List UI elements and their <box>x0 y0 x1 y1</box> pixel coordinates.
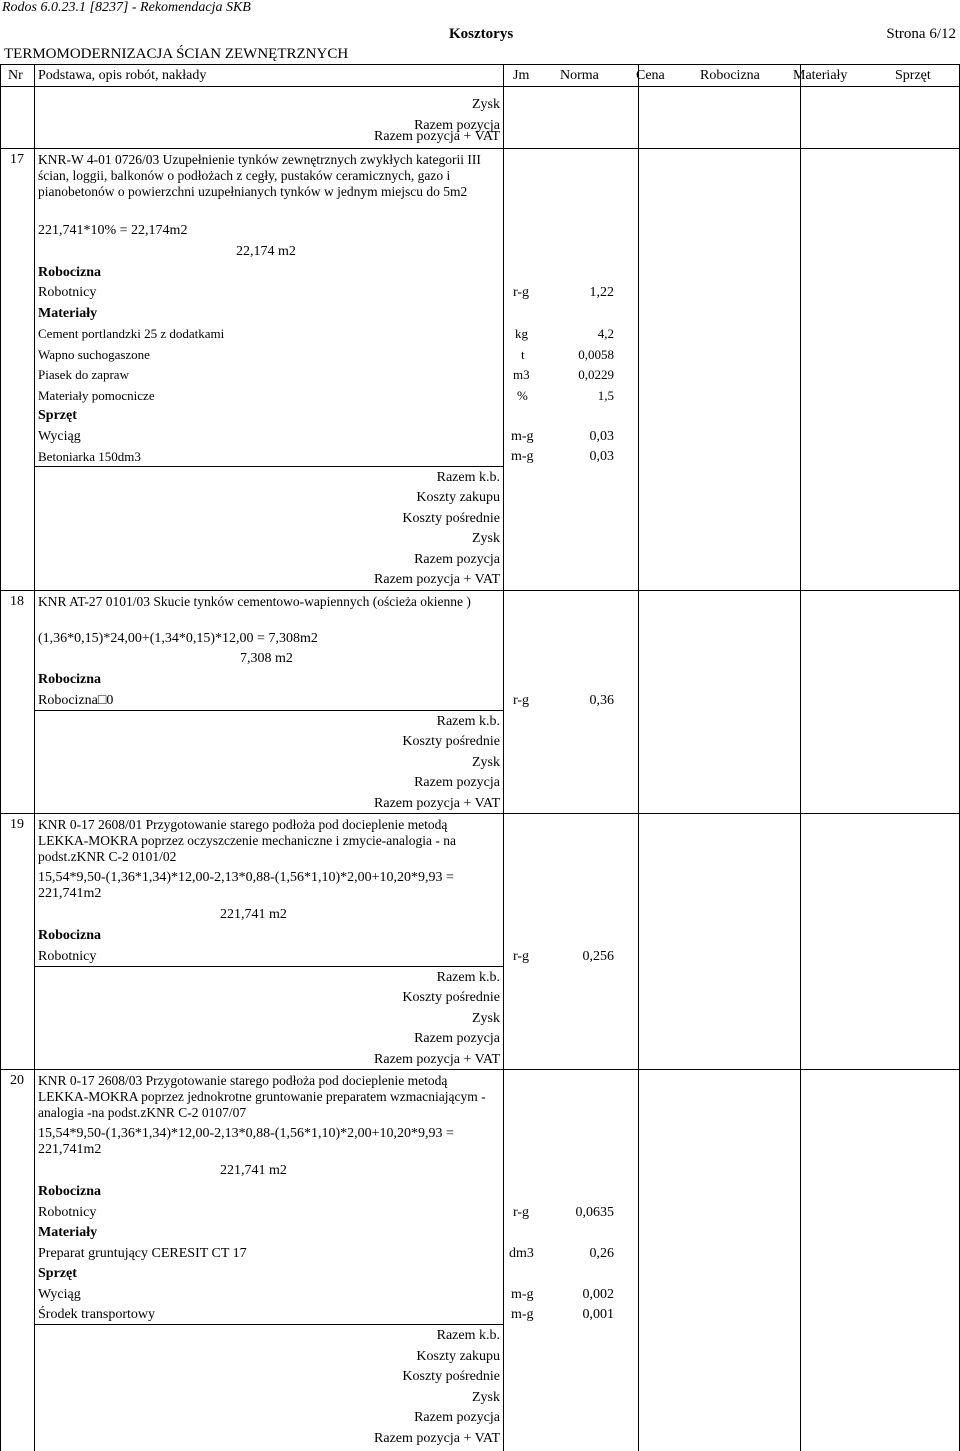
summary-koszty-posrednie: Koszty pośrednie <box>402 1369 500 1384</box>
resource-name: Piasek do zapraw <box>38 367 129 382</box>
item-description: KNR 0-17 2608/03 Przygotowanie starego podłoża pod docieplenie metodą LEKKA-MOKRA poprzez jednokrotne gruntowanie preparatem wzmacniającym - analogia -na podst.zKNR C-2 0107/07 <box>38 1073 486 1120</box>
section-title: TERMOMODERNIZACJA ŚCIAN ZEWNĘTRZNYCH <box>4 46 349 62</box>
resource-unit: % <box>517 388 528 403</box>
item-number: 20 <box>10 1073 24 1088</box>
resource-name: Robocizna□0 <box>38 693 114 708</box>
summary-razem-vat: Razem pozycja + VAT <box>374 1431 500 1446</box>
item-quantity: 221,741 m2 <box>220 907 287 922</box>
item-quantity: 7,308 m2 <box>240 651 293 666</box>
category-robocizna: Robocizna <box>38 672 101 687</box>
item-number: 18 <box>10 594 24 609</box>
item-formula: (1,36*0,15)*24,00+(1,34*0,15)*12,00 = 7,308m2 <box>38 631 318 646</box>
summary-razem-pozycja: Razem pozycja <box>414 775 500 790</box>
resource-norma: 0,256 <box>582 949 614 964</box>
summary-razem-pozycja: Razem pozycja <box>414 552 500 567</box>
resource-norma: 0,001 <box>582 1307 614 1322</box>
item-separator <box>0 148 960 149</box>
resource-name: Wapno suchogaszone <box>38 347 150 362</box>
resource-name: Robotnicy <box>38 285 97 300</box>
resource-norma: 0,03 <box>589 449 614 464</box>
summary-razem-vat: Razem pozycja + VAT <box>374 796 500 811</box>
category-materialy: Materiały <box>38 1225 98 1240</box>
resource-name: Preparat gruntujący CERESIT CT 17 <box>38 1246 247 1261</box>
col-header-desc: Podstawa, opis robót, nakłady <box>38 68 207 83</box>
summary-razem-pozycja: Razem pozycja <box>414 118 500 133</box>
resource-norma: 0,0229 <box>578 367 614 382</box>
resource-name: Wyciąg <box>38 429 81 444</box>
resource-unit: t <box>521 347 525 362</box>
col-divider-nr <box>34 64 35 1451</box>
summary-razem-vat: Razem pozycja + VAT <box>374 572 500 587</box>
item-separator <box>0 1069 960 1070</box>
resource-unit: m3 <box>513 367 530 382</box>
summary-razem-kb: Razem k.b. <box>436 970 500 985</box>
table-left-border <box>0 64 1 1451</box>
resource-name: Materiały pomocnicze <box>38 388 155 403</box>
item-number: 19 <box>10 817 24 832</box>
summary-razem-kb: Razem k.b. <box>436 1328 500 1343</box>
summary-koszty-zakupu: Koszty zakupu <box>416 1349 500 1364</box>
item-formula: 15,54*9,50-(1,36*1,34)*12,00-2,13*0,88-(1,56*1,10)*2,00+10,20*9,93 = 221,741m2 <box>38 870 454 901</box>
item-quantity: 221,741 m2 <box>220 1163 287 1178</box>
category-robocizna: Robocizna <box>38 1184 101 1199</box>
resource-separator <box>34 1324 504 1325</box>
col-header-materialy: Materiały <box>793 68 848 83</box>
page-number: Strona 6/12 <box>886 26 956 42</box>
resource-unit: r-g <box>513 1205 530 1220</box>
resource-name: Robotnicy <box>38 949 97 964</box>
item-quantity: 22,174 m2 <box>236 244 296 259</box>
item-formula: 15,54*9,50-(1,36*1,34)*12,00-2,13*0,88-(1,56*1,10)*2,00+10,20*9,93 = 221,741m2 <box>38 1126 454 1157</box>
col-divider-materialy <box>800 64 801 1451</box>
summary-zysk: Zysk <box>472 531 500 546</box>
item-description: KNR AT-27 0101/03 Skucie tynków cementowo-wapiennych (ościeża okienne ) <box>38 594 471 609</box>
resource-norma: 0,0058 <box>578 347 614 362</box>
summary-razem-pozycja: Razem pozycja <box>414 1031 500 1046</box>
summary-razem-vat: Razem pozycja + VAT <box>374 1052 500 1067</box>
resource-norma: 4,2 <box>597 326 614 341</box>
item-description: KNR-W 4-01 0726/03 Uzupełnienie tynków zewnętrznych zwykłych kategorii III ścian, loggii, balkonów o podłożach z cegły, pustaków ceramicznych, gazo i pianobetonów o powierzchni uzupełnianych tynków w jednym miejscu do 5m2 <box>38 152 481 199</box>
col-header-norma: Norma <box>560 68 599 83</box>
category-materialy: Materiały <box>38 306 98 321</box>
item-number: 17 <box>10 152 24 167</box>
col-divider-desc <box>503 64 504 1451</box>
item-separator <box>0 813 960 814</box>
resource-name: Środek transportowy <box>38 1307 156 1322</box>
summary-zysk: Zysk <box>472 1390 500 1405</box>
resource-unit: r-g <box>513 693 530 708</box>
col-header-cena: Cena <box>636 68 665 83</box>
resource-norma: 0,26 <box>589 1246 614 1261</box>
col-header-nr: Nr <box>8 68 23 83</box>
resource-unit: kg <box>515 326 528 341</box>
resource-name: Cement portlandzki 25 z dodatkami <box>38 326 225 341</box>
summary-koszty-posrednie: Koszty pośrednie <box>402 734 500 749</box>
table-top-border <box>0 64 960 65</box>
resource-norma: 0,36 <box>589 693 614 708</box>
summary-razem-pozycja: Razem pozycja <box>414 1410 500 1425</box>
col-header-sprzet: Sprzęt <box>895 68 931 83</box>
resource-unit: m-g <box>511 449 534 464</box>
item-description: KNR 0-17 2608/01 Przygotowanie starego podłoża pod docieplenie metodą LEKKA-MOKRA poprzez oczyszczenie mechaniczne i zmycie-analogia - na podst.zKNR C-2 0101/02 <box>38 817 456 864</box>
summary-koszty-posrednie: Koszty pośrednie <box>402 990 500 1005</box>
resource-separator <box>34 466 504 467</box>
summary-koszty-posrednie: Koszty pośrednie <box>402 511 500 526</box>
resource-unit: m-g <box>511 1307 534 1322</box>
category-robocizna: Robocizna <box>38 265 101 280</box>
resource-name: Wyciąg <box>38 1287 81 1302</box>
document-title: Kosztorys <box>449 26 514 42</box>
summary-razem-kb: Razem k.b. <box>436 470 500 485</box>
resource-unit: dm3 <box>509 1246 534 1261</box>
summary-koszty-zakupu: Koszty zakupu <box>416 490 500 505</box>
resource-name: Robotnicy <box>38 1205 97 1220</box>
item-formula: 221,741*10% = 22,174m2 <box>38 223 188 238</box>
table-header-bottom-border <box>0 86 960 87</box>
col-header-jm: Jm <box>513 68 530 83</box>
resource-name: Betoniarka 150dm3 <box>38 449 141 464</box>
resource-separator <box>34 710 504 711</box>
summary-zysk: Zysk <box>472 755 500 770</box>
resource-unit: m-g <box>511 429 534 444</box>
resource-unit: r-g <box>513 949 530 964</box>
category-robocizna: Robocizna <box>38 928 101 943</box>
resource-unit: r-g <box>513 285 530 300</box>
summary-razem-vat: Razem pozycja + VAT <box>374 129 500 144</box>
app-header: Rodos 6.0.23.1 [8237] - Rekomendacja SKB <box>2 0 251 15</box>
resource-norma: 0,0635 <box>575 1205 614 1220</box>
col-divider-cena <box>638 64 639 1451</box>
col-header-robocizna: Robocizna <box>700 68 760 83</box>
summary-razem-kb: Razem k.b. <box>436 714 500 729</box>
resource-norma: 0,03 <box>589 429 614 444</box>
resource-norma: 1,22 <box>589 285 614 300</box>
resource-separator <box>34 966 504 967</box>
category-sprzet: Sprzęt <box>38 1266 77 1281</box>
item-separator <box>0 590 960 591</box>
category-sprzet: Sprzęt <box>38 408 77 423</box>
resource-unit: m-g <box>511 1287 534 1302</box>
resource-norma: 1,5 <box>597 388 614 403</box>
resource-norma: 0,002 <box>582 1287 614 1302</box>
summary-zysk: Zysk <box>472 97 500 112</box>
summary-zysk: Zysk <box>472 1011 500 1026</box>
